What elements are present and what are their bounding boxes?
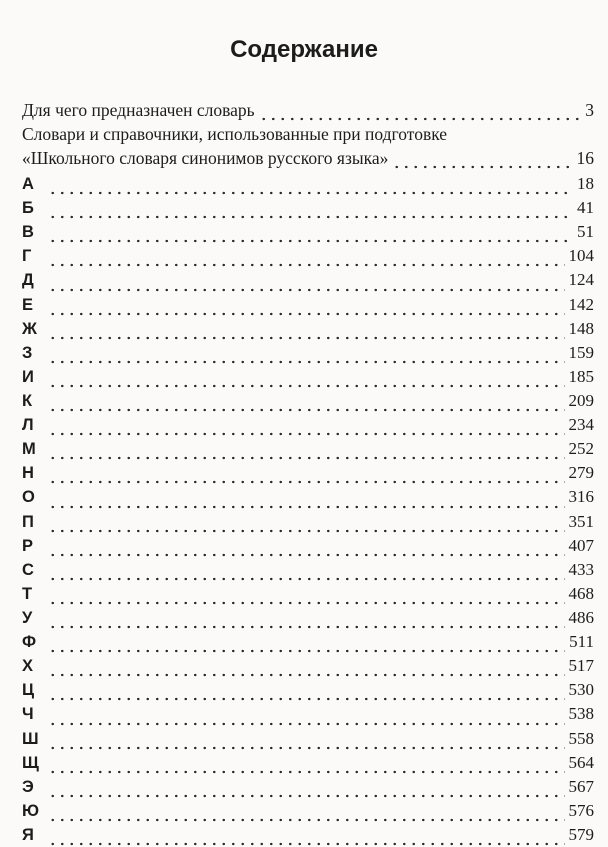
toc-page-number: 579: [568, 824, 594, 844]
dot-leader: [48, 805, 565, 823]
toc-letter-row[interactable]: [22, 317, 594, 341]
toc-page-number: 564: [568, 752, 594, 772]
toc-letter-row[interactable]: [22, 244, 594, 268]
dot-leader: [48, 226, 573, 244]
toc-page-number: 124: [568, 270, 594, 290]
toc-page-number: 576: [568, 800, 594, 820]
toc-letter: Р: [22, 536, 34, 555]
toc-letter: И: [22, 367, 34, 386]
toc-page-number: 530: [568, 680, 594, 700]
toc-page-number: 3: [585, 100, 594, 120]
toc-letter: М: [22, 440, 36, 459]
toc-page-number: 41: [577, 198, 594, 218]
dot-leader: [48, 395, 565, 413]
toc-page-number: 517: [568, 656, 594, 676]
toc-letter: Н: [22, 464, 34, 483]
toc-page-number: 279: [568, 463, 594, 483]
toc-letter: А: [22, 174, 34, 193]
dot-leader: [48, 588, 565, 606]
dot-leader: [48, 250, 565, 268]
toc-page-number: 148: [568, 318, 594, 338]
dot-leader: [48, 347, 565, 365]
toc-page-number: 209: [568, 390, 594, 410]
dot-leader: [48, 564, 565, 582]
dot-leader: [48, 492, 565, 510]
toc-page-number: 486: [568, 607, 594, 627]
toc-letter-row[interactable]: [22, 268, 594, 292]
dot-leader: [48, 709, 565, 727]
toc-letter-row[interactable]: [22, 727, 594, 751]
toc-letter-row[interactable]: [22, 823, 594, 847]
dot-leader: [48, 540, 565, 558]
dot-leader: [48, 323, 565, 341]
toc-letter-row[interactable]: [22, 558, 594, 582]
toc-letter: С: [22, 560, 34, 579]
toc-page-number: 316: [568, 487, 594, 507]
toc-letter: Ф: [22, 633, 37, 652]
toc-letter-row[interactable]: [22, 172, 594, 196]
toc-entry-label: «Школьного словаря синонимов русского языка»: [22, 148, 389, 168]
dot-leader: [48, 733, 565, 751]
toc-page-number: 234: [568, 415, 594, 435]
toc-page-number: 51: [577, 222, 594, 242]
toc-letter-row[interactable]: [22, 751, 594, 775]
toc-letter: О: [22, 488, 35, 507]
dot-leader: [48, 684, 565, 702]
toc-letter-row[interactable]: [22, 678, 594, 702]
toc-letter: Е: [22, 295, 34, 314]
toc-letter-row[interactable]: [22, 510, 594, 534]
toc-letter-row[interactable]: [22, 630, 594, 654]
toc-page-number: 159: [568, 342, 594, 362]
toc-page-number: 351: [568, 511, 594, 531]
toc-page-number: 18: [577, 173, 594, 193]
toc-letter: Щ: [22, 753, 39, 772]
toc-page-number: 538: [568, 704, 594, 724]
toc-page-number: 558: [568, 728, 594, 748]
toc-letter-row[interactable]: [22, 582, 594, 606]
toc-letter: Э: [22, 777, 34, 796]
toc-letter-row[interactable]: [22, 606, 594, 630]
toc-letter-row[interactable]: [22, 220, 594, 244]
toc-letter-row[interactable]: [22, 293, 594, 317]
toc-letter: Г: [22, 247, 32, 266]
dot-leader: [48, 419, 565, 437]
dot-leader: [259, 104, 582, 122]
toc-letter-row[interactable]: [22, 437, 594, 461]
toc-letter-row[interactable]: [22, 799, 594, 823]
toc-entry-label: Для чего предназначен словарь: [22, 100, 255, 120]
dot-leader: [48, 636, 565, 654]
toc-letter: У: [22, 608, 33, 627]
toc-letter-row[interactable]: [22, 775, 594, 799]
toc-letter: Ц: [22, 681, 35, 700]
toc-letter: П: [22, 512, 34, 531]
dot-leader: [48, 612, 565, 630]
toc-letter-row[interactable]: [22, 654, 594, 678]
dot-leader: [48, 467, 565, 485]
toc-letter-row[interactable]: [22, 389, 594, 413]
toc-letter: В: [22, 223, 34, 242]
toc-letter: Л: [22, 416, 34, 435]
toc-letter-row[interactable]: [22, 461, 594, 485]
dot-leader: [48, 660, 565, 678]
toc-page-number: 142: [568, 294, 594, 314]
toc-letter-row[interactable]: [22, 702, 594, 726]
toc-letter-row[interactable]: [22, 534, 594, 558]
toc-letter: Т: [22, 584, 33, 603]
dot-leader: [392, 152, 572, 170]
toc-entry-label-line1: Словари и справочники, использованные при подготовке: [22, 124, 448, 144]
dot-leader: [48, 516, 565, 534]
letter-index-list: [22, 172, 594, 847]
toc-page-number: 407: [568, 535, 594, 555]
toc-letter: Д: [22, 271, 34, 290]
toc-page-number: 16: [576, 148, 594, 168]
toc-page-number: 104: [568, 246, 594, 266]
toc-letter: З: [22, 343, 33, 362]
toc-letter-row[interactable]: [22, 365, 594, 389]
toc-letter: Х: [22, 657, 34, 676]
toc-letter: Ч: [22, 705, 34, 724]
toc-letter: Ж: [22, 319, 37, 338]
dot-leader: [48, 202, 573, 220]
dot-leader: [48, 371, 565, 389]
toc-page-number: 567: [568, 776, 594, 796]
dot-leader: [48, 275, 565, 293]
dot-leader: [48, 781, 565, 799]
toc-letter: К: [22, 391, 33, 410]
toc-letter-row[interactable]: [22, 341, 594, 365]
intro-section: [22, 98, 594, 170]
dot-leader: [48, 443, 565, 461]
toc-page-number: 511: [569, 632, 594, 652]
dot-leader: [48, 299, 565, 317]
toc-letter-row[interactable]: [22, 485, 594, 509]
toc-letter: Ю: [22, 801, 40, 820]
toc-letter: Ш: [22, 729, 39, 748]
toc-letter: Б: [22, 199, 34, 218]
toc-letter-row[interactable]: [22, 413, 594, 437]
dot-leader: [48, 829, 565, 847]
toc-letter: Я: [22, 825, 34, 844]
toc-page-number: 185: [568, 366, 594, 386]
toc-letter-row[interactable]: [22, 196, 594, 220]
toc-page-number: 468: [568, 583, 594, 603]
toc-entry-sources[interactable]: [22, 146, 594, 170]
toc-entry-purpose[interactable]: [22, 98, 594, 122]
dot-leader: [48, 178, 573, 196]
page-title: Содержание: [230, 36, 378, 63]
toc-page-number: 433: [568, 559, 594, 579]
toc-page-number: 252: [568, 439, 594, 459]
dot-leader: [48, 757, 565, 775]
